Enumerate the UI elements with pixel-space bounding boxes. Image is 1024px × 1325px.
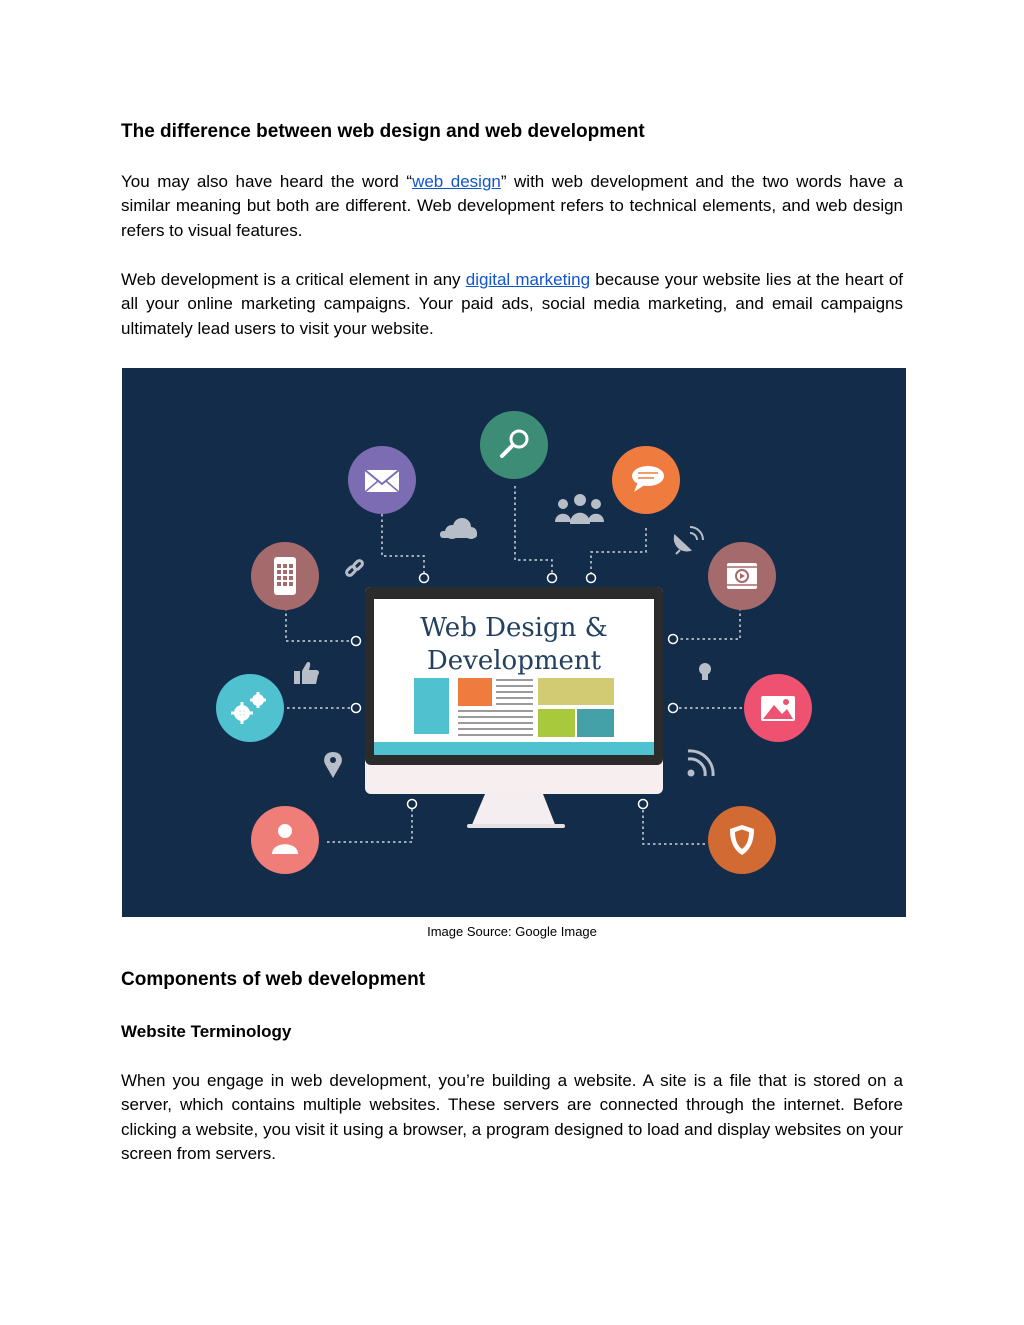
paragraph-website-terminology: When you engage in web development, you’re building a website. A site is a file that is stored on a server, which contains multiple websites. These servers are connected through the internet. Before clicking a website, you visit it using a browser, a program designed to load and display websites on your screen from servers. [121,1071,903,1163]
screen-title-line1: Web Design & [420,613,608,643]
paragraph-text: ” with web development and the two words have a similar meaning but both are different. Web development refers to technical elements, and web design refers to visual features. [121,172,903,240]
monitor-illustration [365,587,663,828]
digital-marketing-link[interactable]: digital marketing [465,270,591,289]
image-caption: Image Source: Google Image [427,924,597,939]
video-icon [708,542,776,610]
paragraph-text: because your website lies at the heart of all your online marketing campaigns. Your paid ads, social media marketing, and email campaigns ultimately lead users to visit your website. [121,270,904,338]
shield-icon [708,806,776,874]
chat-icon [612,446,680,514]
gears-icon [216,674,284,742]
screen-title-line2: Development [426,646,602,676]
paragraph-web-design [121,170,903,243]
section-heading-difference: The difference between web design and web development [121,121,645,142]
user-icon [251,806,319,874]
web-design-illustration [122,368,906,917]
paragraph-text: Web development is a critical element in any [121,270,466,289]
subheading-website-terminology: Website Terminology [121,1022,292,1041]
mobile-icon [251,542,319,610]
web-design-link[interactable]: web design [412,172,501,191]
image-icon [744,674,812,742]
envelope-icon [348,446,416,514]
paragraph-digital-marketing [121,268,903,341]
paragraph-text: You may also have heard the word “ [121,172,413,191]
search-icon [480,411,548,479]
section-heading-components: Components of web development [121,969,426,990]
